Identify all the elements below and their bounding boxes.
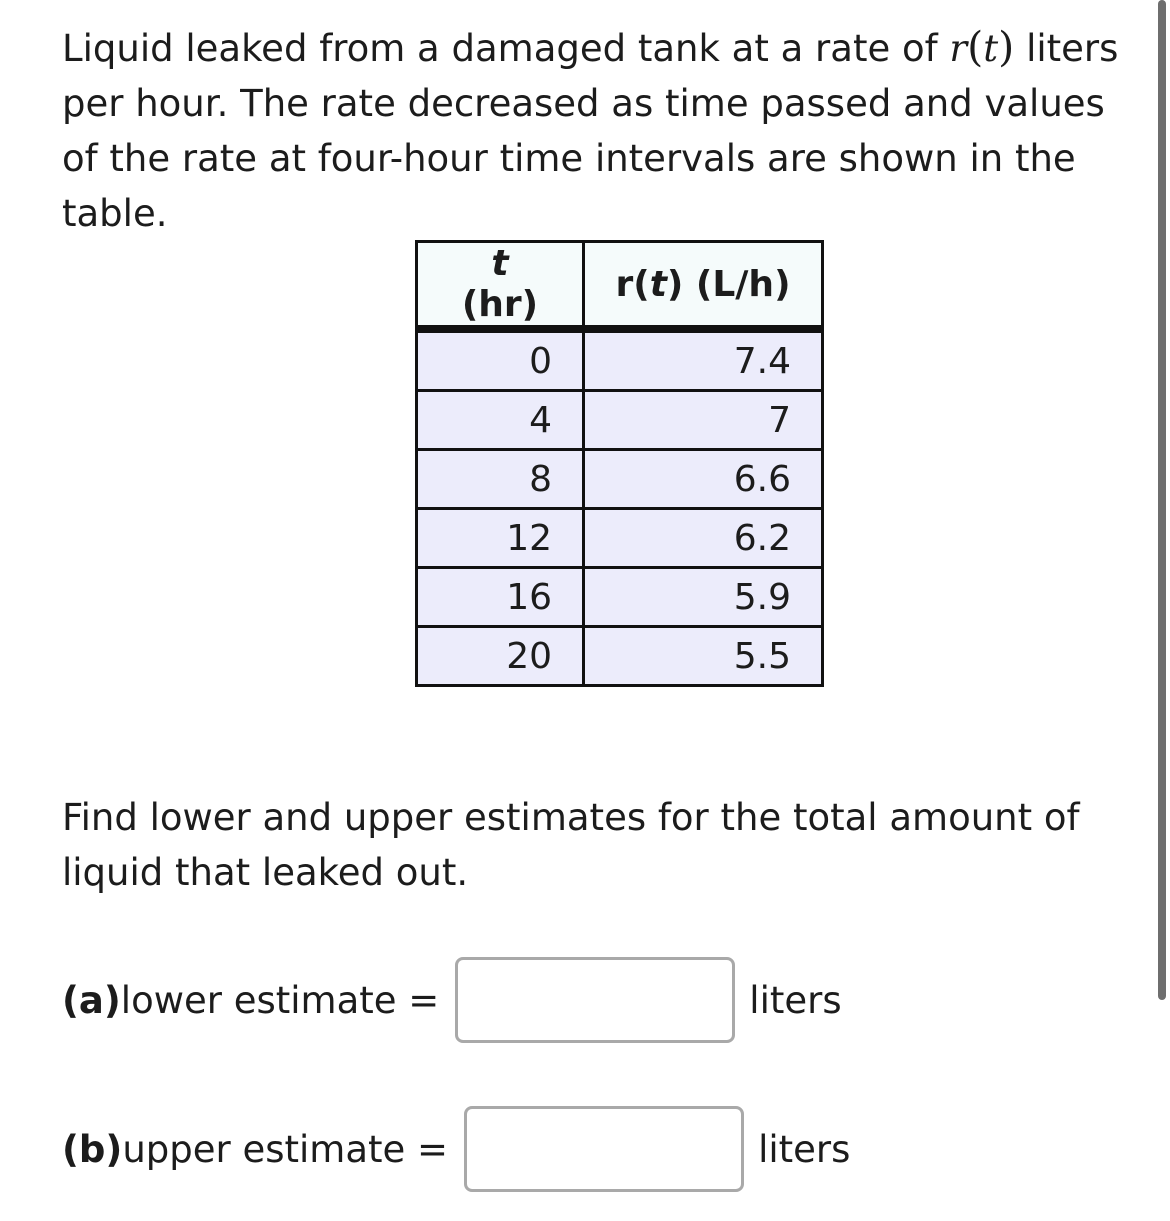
rate-cell: 7 (584, 391, 823, 450)
scrollbar[interactable] (1158, 0, 1166, 1000)
answer-row-upper (62, 1106, 850, 1192)
table-row (417, 568, 823, 627)
rate-cell: 6.2 (584, 509, 823, 568)
time-cell: 4 (417, 391, 584, 450)
table-row (417, 329, 823, 391)
upper-estimate-input[interactable] (464, 1106, 744, 1192)
table-row (417, 509, 823, 568)
math-close-paren: ) (998, 23, 1015, 71)
rate-cell: 7.4 (584, 329, 823, 391)
math-open-paren: ( (967, 23, 984, 71)
part-b-label: (b) (62, 1127, 123, 1171)
table-row (417, 627, 823, 686)
rate-table (415, 240, 824, 687)
math-fn: r (949, 27, 968, 70)
answer-row-lower (62, 957, 842, 1043)
statement-text-2: liters per hour. The rate decreased as time passed and values of the rate at four-hour time intervals are shown in the table. (62, 27, 1119, 235)
upper-unit-label: liters (758, 1127, 851, 1171)
lower-estimate-input[interactable] (455, 957, 735, 1043)
time-cell: 12 (417, 509, 584, 568)
header-rate: r(t) (L/h) (584, 242, 823, 330)
table-header-row (417, 242, 823, 330)
header-time: t (hr) (417, 242, 584, 330)
time-cell: 0 (417, 329, 584, 391)
rate-function-math (949, 23, 1015, 71)
math-var: t (983, 27, 999, 70)
table-row (417, 450, 823, 509)
upper-estimate-label: upper estimate = (122, 1127, 449, 1171)
lower-estimate-label: lower estimate = (120, 978, 440, 1022)
statement-text-1: Liquid leaked from a damaged tank at a rate of (62, 27, 950, 70)
question-text: Find lower and upper estimates for the total amount of liquid that leaked out. (62, 796, 1080, 894)
lower-unit-label: liters (749, 978, 842, 1022)
time-cell: 20 (417, 627, 584, 686)
table-row (417, 391, 823, 450)
time-cell: 16 (417, 568, 584, 627)
part-a-label: (a) (62, 978, 121, 1022)
problem-statement (62, 20, 1132, 241)
time-cell: 8 (417, 450, 584, 509)
rate-cell: 6.6 (584, 450, 823, 509)
rate-cell: 5.9 (584, 568, 823, 627)
rate-cell: 5.5 (584, 627, 823, 686)
